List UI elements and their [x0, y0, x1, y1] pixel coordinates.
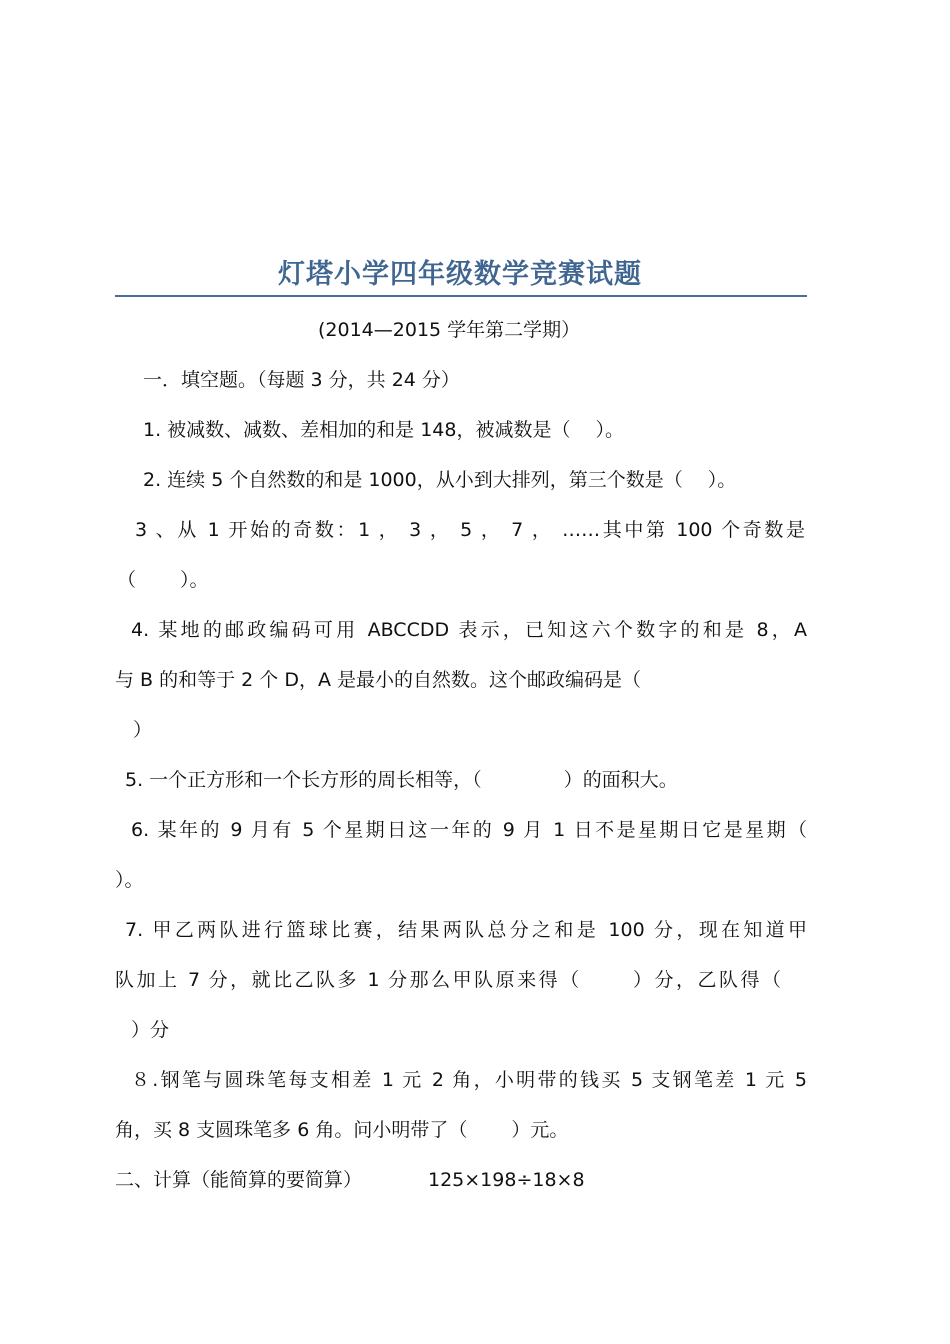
question-4-line-1: 4. 某地的邮政编码可用 ABCCDD 表示，已知这六个数字的和是 8，A — [131, 619, 807, 641]
section-2-heading: 二、计算（能简算的要简算） — [115, 1169, 363, 1191]
question-3-line-2: （ ）。 — [117, 569, 209, 591]
title-underline — [115, 295, 807, 297]
exam-subtitle: (2014—2015 学年第二学期） — [318, 319, 581, 341]
question-8-line-1: ８.钢笔与圆珠笔每支相差 1 元 2 角，小明带的钱买 5 支钢笔差 1 元 5 — [131, 1069, 807, 1091]
question-6-line-1: 6. 某年的 9 月有 5 个星期日这一年的 9 月 1 日不是星期日它是星期（ — [131, 819, 807, 841]
question-7-line-3: ）分 — [131, 1019, 170, 1041]
question-8-line-2: 角，买 8 支圆珠笔多 6 角。问小明带了（ ）元。 — [115, 1119, 569, 1141]
question-7-line-2: 队加上 7 分，就比乙队多 1 分那么甲队原来得（ ）分，乙队得（ — [115, 969, 781, 991]
question-1: 1. 被减数、减数、差相加的和是 148，被减数是（ ）。 — [143, 419, 625, 441]
question-4-line-3: ） — [133, 719, 153, 741]
question-5: 5. 一个正方形和一个长方形的周长相等，（ ）的面积大。 — [125, 769, 678, 791]
question-2: 2. 连续 5 个自然数的和是 1000，从小到大排列，第三个数是（ ）。 — [143, 469, 737, 491]
question-6-line-2: ）。 — [115, 869, 144, 891]
exam-title: 灯塔小学四年级数学竞赛试题 — [278, 259, 642, 290]
question-4-line-2: 与 B 的和等于 2 个 D，A 是最小的自然数。这个邮政编码是（ — [115, 669, 641, 691]
question-7-line-1: 7. 甲乙两队进行篮球比赛，结果两队总分之和是 100 分，现在知道甲 — [125, 919, 807, 941]
question-3-line-1: 3 、从 1 开始的奇数：1 ， 3 ， 5 ， 7 ， ……其中第 100 个奇数是 — [135, 519, 805, 541]
section-1-heading: 一．填空题。（每题 3 分，共 24 分） — [143, 369, 460, 391]
section-2-expression: 125×198÷18×8 — [428, 1169, 585, 1191]
